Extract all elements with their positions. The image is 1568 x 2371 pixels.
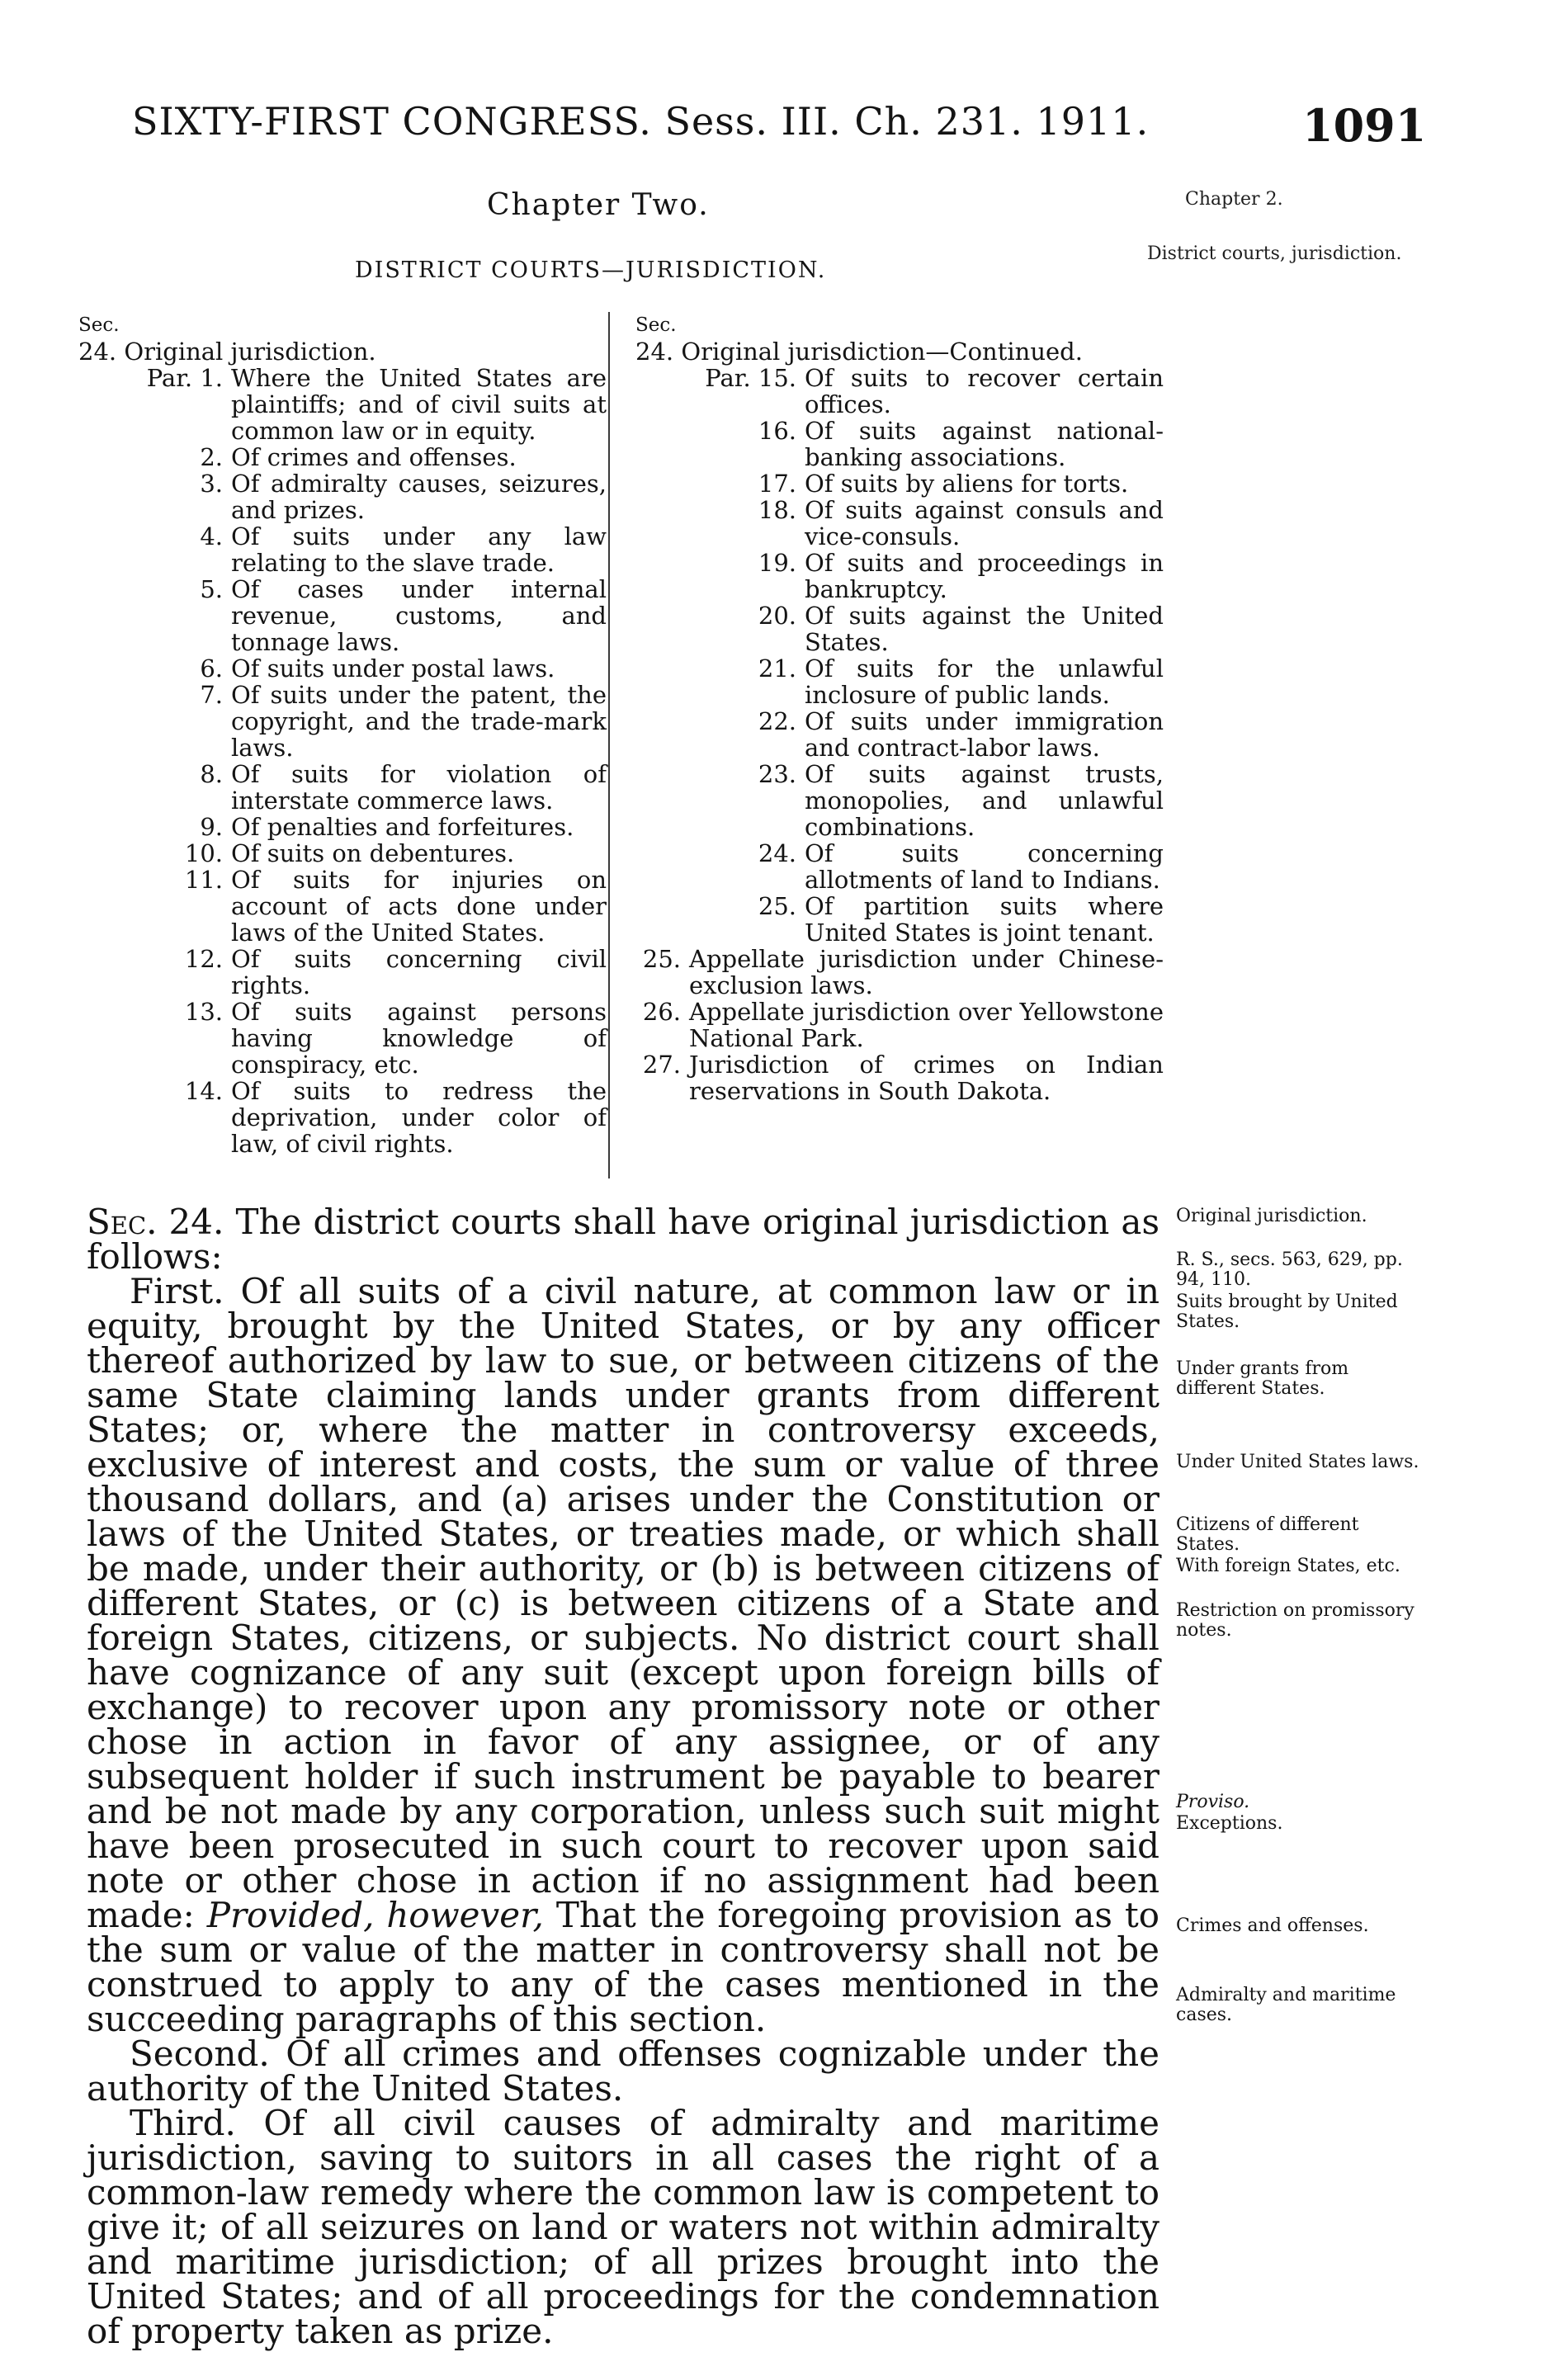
toc-entry	[635, 840, 1164, 893]
toc-entry-number: 27.	[642, 1051, 681, 1079]
toc-entry-text: Of suits against consuls and vice-consuls.	[805, 496, 1164, 550]
toc-entry-text: Of suits for injuries on account of acts done under laws of the United States.	[231, 866, 607, 947]
margin-chapter-note: Chapter 2.	[1185, 189, 1283, 210]
column-divider	[608, 312, 610, 1178]
toc-right-column	[635, 312, 1164, 1104]
toc-entry	[78, 867, 607, 946]
toc-section-heading: 24. Original jurisdiction—Continued.	[635, 338, 1083, 366]
margin-subject-note: District courts, jurisdiction.	[1147, 243, 1402, 264]
chapter-subject: DISTRICT COURTS—JURISDICTION.	[355, 257, 827, 283]
toc-entry	[635, 365, 1164, 418]
toc-entry-text: Appellate jurisdiction over Yellowstone National Park.	[689, 998, 1164, 1052]
paragraph-first-end: That the foregoing provision as to the sum or value of the matter in controversy shall not be construed to apply to any of the cases mentioned in the succeeding paragraphs of this section.	[87, 1895, 1159, 2039]
toc-sec-label: Sec.	[635, 314, 677, 336]
toc-entry-text: Of penalties and forfeitures.	[231, 813, 574, 841]
toc-entry	[78, 814, 607, 840]
toc-entry-text: Of suits by aliens for torts.	[805, 470, 1129, 498]
note-exceptions: Exceptions.	[1176, 1813, 1283, 1834]
toc-entry-text: Jurisdiction of crimes on Indian reservations in South Dakota.	[689, 1051, 1164, 1105]
toc-entry	[635, 946, 1164, 999]
toc-entry-text: Of suits for the unlawful inclosure of public lands.	[805, 654, 1164, 709]
toc-left-entries	[78, 365, 607, 1157]
toc-entry	[635, 893, 1164, 946]
toc-entry-text: Of suits under immigration and contract-labor laws.	[805, 707, 1164, 762]
toc-entry-text: Of suits under the patent, the copyright, and the trade-mark laws.	[231, 681, 607, 762]
paragraph-first	[87, 1271, 1159, 2039]
toc-entry-number: 20.	[758, 602, 796, 630]
toc-entry	[635, 708, 1164, 761]
toc-left-column	[78, 312, 607, 1157]
toc-entry-text: Of suits for violation of interstate commerce laws.	[231, 760, 607, 815]
toc-entry-text: Of suits against persons having knowledge of conspiracy, etc.	[231, 998, 607, 1079]
toc-entry-text: Of admiralty causes, seizures, and prizes.	[231, 470, 607, 524]
toc-entry-text: Of suits concerning civil rights.	[231, 945, 607, 999]
toc-entry-number: Par. 15.	[705, 364, 796, 392]
toc-entry-number: 16.	[758, 417, 796, 445]
toc-entry-text: Of suits to recover certain offices.	[805, 364, 1164, 418]
toc-entry	[635, 1051, 1164, 1104]
toc-entry	[78, 1078, 607, 1157]
toc-right-entries	[635, 365, 1164, 946]
toc-entry	[78, 470, 607, 523]
toc-entry-text: Of partition suits where United States is joint tenant.	[805, 892, 1164, 947]
toc-entry	[635, 497, 1164, 550]
toc-entry-number: 6.	[200, 654, 223, 682]
toc-entry-number: 8.	[200, 760, 223, 788]
toc-entry-text: Of suits against the United States.	[805, 602, 1164, 656]
toc-entry-number: 10.	[184, 839, 223, 867]
toc-entry-number: 14.	[184, 1077, 223, 1105]
intro-paragraph	[87, 1202, 1159, 1277]
note-promissory: Restriction on promissory notes.	[1176, 1600, 1415, 1641]
toc-entry-number: 21.	[758, 654, 796, 682]
toc-entry-number: 23.	[758, 760, 796, 788]
toc-entry	[78, 682, 607, 761]
proviso-word: Provided, however,	[206, 1895, 544, 1935]
toc-right-sections	[635, 946, 1164, 1104]
toc-entry	[78, 946, 607, 999]
toc-entry-number: 24.	[758, 839, 796, 867]
toc-entry-text: Of suits concerning allotments of land to Indians.	[805, 839, 1164, 894]
toc-entry-number: 7.	[200, 681, 223, 709]
toc-entry-number: 25.	[642, 945, 681, 973]
toc-entry	[635, 602, 1164, 655]
note-admiralty: Admiralty and maritime cases.	[1176, 1985, 1396, 2025]
toc-entry	[78, 365, 607, 444]
toc-entry	[78, 761, 607, 814]
note-rs-ref: R. S., secs. 563, 629, pp. 94, 110.	[1176, 1249, 1403, 1290]
toc-entry	[635, 761, 1164, 840]
toc-entry-text: Of suits on debentures.	[231, 839, 515, 867]
toc-entry-number: 12.	[184, 945, 223, 973]
page-number: 1091	[1302, 99, 1427, 152]
toc-entry	[635, 418, 1164, 470]
paragraph-second: Second. Of all crimes and offenses cognizable under the authority of the United States.	[87, 2033, 1159, 2109]
toc-entry-number: 13.	[184, 998, 223, 1026]
toc-entry	[635, 999, 1164, 1051]
note-crimes: Crimes and offenses.	[1176, 1915, 1369, 1936]
toc-entry-text: Of suits against trusts, monopolies, and unlawful combinations.	[805, 760, 1164, 841]
toc-entry-text: Of suits to redress the deprivation, under color of law, of civil rights.	[231, 1077, 607, 1158]
toc-sec-label: Sec.	[78, 314, 120, 336]
toc-entry-text: Of suits under any law relating to the slave trade.	[231, 522, 607, 577]
toc-entry	[78, 840, 607, 867]
note-grants: Under grants from different States.	[1176, 1358, 1349, 1399]
note-suits-by-us: Suits brought by United States.	[1176, 1292, 1398, 1332]
note-us-laws: Under United States laws.	[1176, 1452, 1419, 1472]
toc-entry	[635, 470, 1164, 497]
toc-entry	[78, 576, 607, 655]
note-original: Original jurisdiction.	[1176, 1206, 1367, 1226]
toc-entry-text: Of cases under internal revenue, customs, and tonnage laws.	[231, 575, 607, 656]
toc-entry-number: 4.	[200, 522, 223, 550]
toc-entry-number: Par. 1.	[146, 364, 223, 392]
toc-entry-text: Appellate jurisdiction under Chinese-exclusion laws.	[689, 945, 1164, 999]
toc-entry-number: 18.	[758, 496, 796, 524]
toc-entry-number: 3.	[200, 470, 223, 498]
toc-entry-number: 19.	[758, 549, 796, 577]
toc-entry-number: 25.	[758, 892, 796, 920]
running-title: SIXTY-FIRST CONGRESS. Sess. III. Ch. 231. 1911.	[132, 99, 1150, 144]
note-citizens: Citizens of different States.	[1176, 1514, 1359, 1555]
intro-text: The district courts shall have original jurisdiction as follows:	[87, 1202, 1159, 1277]
toc-entry-number: 17.	[758, 470, 796, 498]
paragraph-third: Third. Of all civil causes of admiralty and maritime jurisdiction, saving to suitors in all cases the right of a common-law remedy where the common law is competent to give it; of all seizures on land or waters not within admiralty and maritime jurisdiction; of all prizes brought into the United States; and of all proceedings for the condemnation of property taken as prize.	[87, 2103, 1159, 2351]
toc-entry-text: Of suits against national-banking associations.	[805, 417, 1164, 471]
chapter-title: Chapter Two.	[487, 188, 710, 222]
toc-entry	[635, 550, 1164, 602]
toc-entry-number: 5.	[200, 575, 223, 603]
toc-entry-text: Of crimes and offenses.	[231, 443, 517, 471]
note-foreign: With foreign States, etc.	[1176, 1556, 1400, 1576]
toc-section-heading: 24. Original jurisdiction.	[78, 338, 376, 366]
toc-entry	[78, 444, 607, 470]
paragraph-first-text: First. Of all suits of a civil nature, at common law or in equity, brought by the United States, or by any officer thereof authorized by law to sue, or between citizens of the same State claiming lands under grants from different States; or, where the matter in controversy exceeds, exclusive of interest and costs, the sum or value of three thousand dollars, and (a) arises under the Constitution or laws of the United States, or treaties made, or which shall be made, under their authority, or (b) is between citizens of different States, or (c) is between citizens of a State and foreign States, citizens, or subjects. No district court shall have cognizance of any suit (except upon foreign bills of exchange) to recover upon any promissory note or other chose in action in favor of any assignee, or of any subsequent holder if such instrument be payable to bearer and be not made by any corporation, unless such suit might have been prosecuted in such court to recover upon said note or other chose in action if no assignment had been made:	[87, 1271, 1159, 1935]
toc-entry-text: Of suits and proceedings in bankruptcy.	[805, 549, 1164, 603]
toc-entry	[78, 523, 607, 576]
toc-entry-number: 11.	[184, 866, 223, 894]
toc-entry	[635, 655, 1164, 708]
toc-entry-number: 2.	[200, 443, 223, 471]
toc-entry	[78, 655, 607, 682]
section-label: Sec. 24.	[87, 1202, 224, 1242]
note-proviso: Proviso.	[1176, 1792, 1250, 1812]
section-body	[87, 1202, 1159, 2351]
toc-entry-number: 9.	[200, 813, 223, 841]
toc-entry-text: Where the United States are plaintiffs; and of civil suits at common law or in equity.	[231, 364, 607, 445]
toc-entry-number: 22.	[758, 707, 796, 735]
running-head	[0, 99, 1568, 157]
toc-entry	[78, 999, 607, 1078]
toc-entry-text: Of suits under postal laws.	[231, 654, 555, 682]
toc-entry-number: 26.	[642, 998, 681, 1026]
